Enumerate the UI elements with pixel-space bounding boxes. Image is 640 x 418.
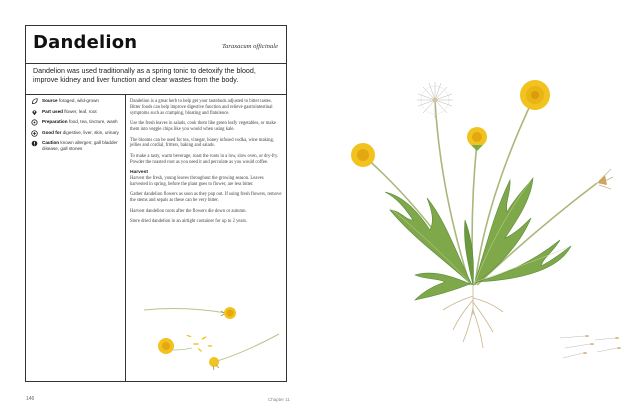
fact-label: Preparation — [42, 119, 68, 125]
title-row — [26, 26, 286, 64]
paragraph: Use the fresh leaves in salads, cook them like green leafy vegetables, or make them into veggie chips like you would when using kale. — [130, 121, 276, 133]
fact-label: Source — [42, 98, 58, 103]
leaf-icon — [31, 98, 38, 105]
fact-part-used — [30, 109, 123, 115]
flower-bud-icon — [597, 169, 613, 189]
paragraph: Gather dandelion flowers as soon as they pop out. If using fresh flowers, remove the stems and sepals as these can be very bitter. — [130, 192, 282, 204]
flower-head-icon — [158, 338, 174, 354]
chapter-label: Chapter 11 — [268, 397, 290, 402]
fact-label: Good for — [42, 129, 62, 135]
paragraph: The blooms can be used for tea, vinegar, honey infused vodka, wine making, jellies and cordial, fritters, baking and salads. — [130, 137, 275, 149]
fact-good-for — [30, 130, 123, 136]
fact-caution — [30, 140, 123, 151]
fact-label: Caution — [42, 140, 60, 146]
loose-seeds-illustration — [555, 328, 625, 368]
fact-source — [30, 98, 123, 104]
paragraph: Harvest dandelion roots after the flowers die down or autumn. — [130, 208, 247, 214]
caution-icon — [31, 140, 38, 147]
page-title: Dandelion — [33, 32, 138, 53]
fact-value: known allergen; gall bladder disease, gall stones — [42, 140, 118, 151]
paragraph: To make a tasty, warm beverage, roast the roots in a low, slow oven, or dry-fry. Powder the roasted root as you need it and percolate as you would coffee. — [130, 153, 279, 165]
latin-name: Taraxacum officinale — [222, 43, 278, 50]
flower-head-icon — [520, 80, 550, 110]
cut-flowers-illustration — [134, 298, 284, 378]
paragraph: Store dried dandelion in an airtight container for up to 2 years. — [130, 219, 248, 225]
divider — [26, 94, 286, 95]
seed-head-icon — [417, 82, 453, 118]
pin-icon — [31, 109, 38, 116]
plus-icon — [31, 130, 38, 137]
dandelion-plant-illustration — [335, 70, 635, 370]
flower-head-icon — [467, 127, 487, 151]
column-divider — [125, 94, 126, 382]
fact-label: Part used — [42, 108, 63, 114]
paragraph: Dandelion is a great herb to help get your tastebuds adjusted to bitter tastes. Bitter foods can help improve digestive function and relieve gastrointestinal symptoms such as cramping, bloating and flatulence. — [130, 99, 273, 116]
flower-head-icon — [351, 143, 375, 167]
harvest-heading: Harvest — [130, 170, 148, 176]
intro-text: Dandelion was used traditionally as a spring tonic to detoxify the blood, improve kidney and liver function and clear wastes from the body. — [33, 67, 256, 84]
mortar-icon — [31, 119, 38, 126]
flower-head-icon — [209, 357, 219, 370]
fact-value: food, tea, tincture, wash — [68, 119, 118, 125]
body-text — [130, 99, 282, 230]
paragraph: Harvest the fresh, young leaves throughout the growing season. Leaves harvested in spring, before the plant goes to flower, are less bitter. — [130, 176, 264, 187]
facts-list — [30, 98, 123, 157]
herb-card — [25, 25, 287, 382]
fact-value: digestive, liver, skin, urinary — [62, 129, 119, 135]
fact-preparation — [30, 119, 123, 125]
page-number: 146 — [26, 396, 35, 402]
fact-value: foraged, wild-grown — [58, 98, 99, 103]
fact-value: flower, leaf, root — [64, 108, 97, 114]
